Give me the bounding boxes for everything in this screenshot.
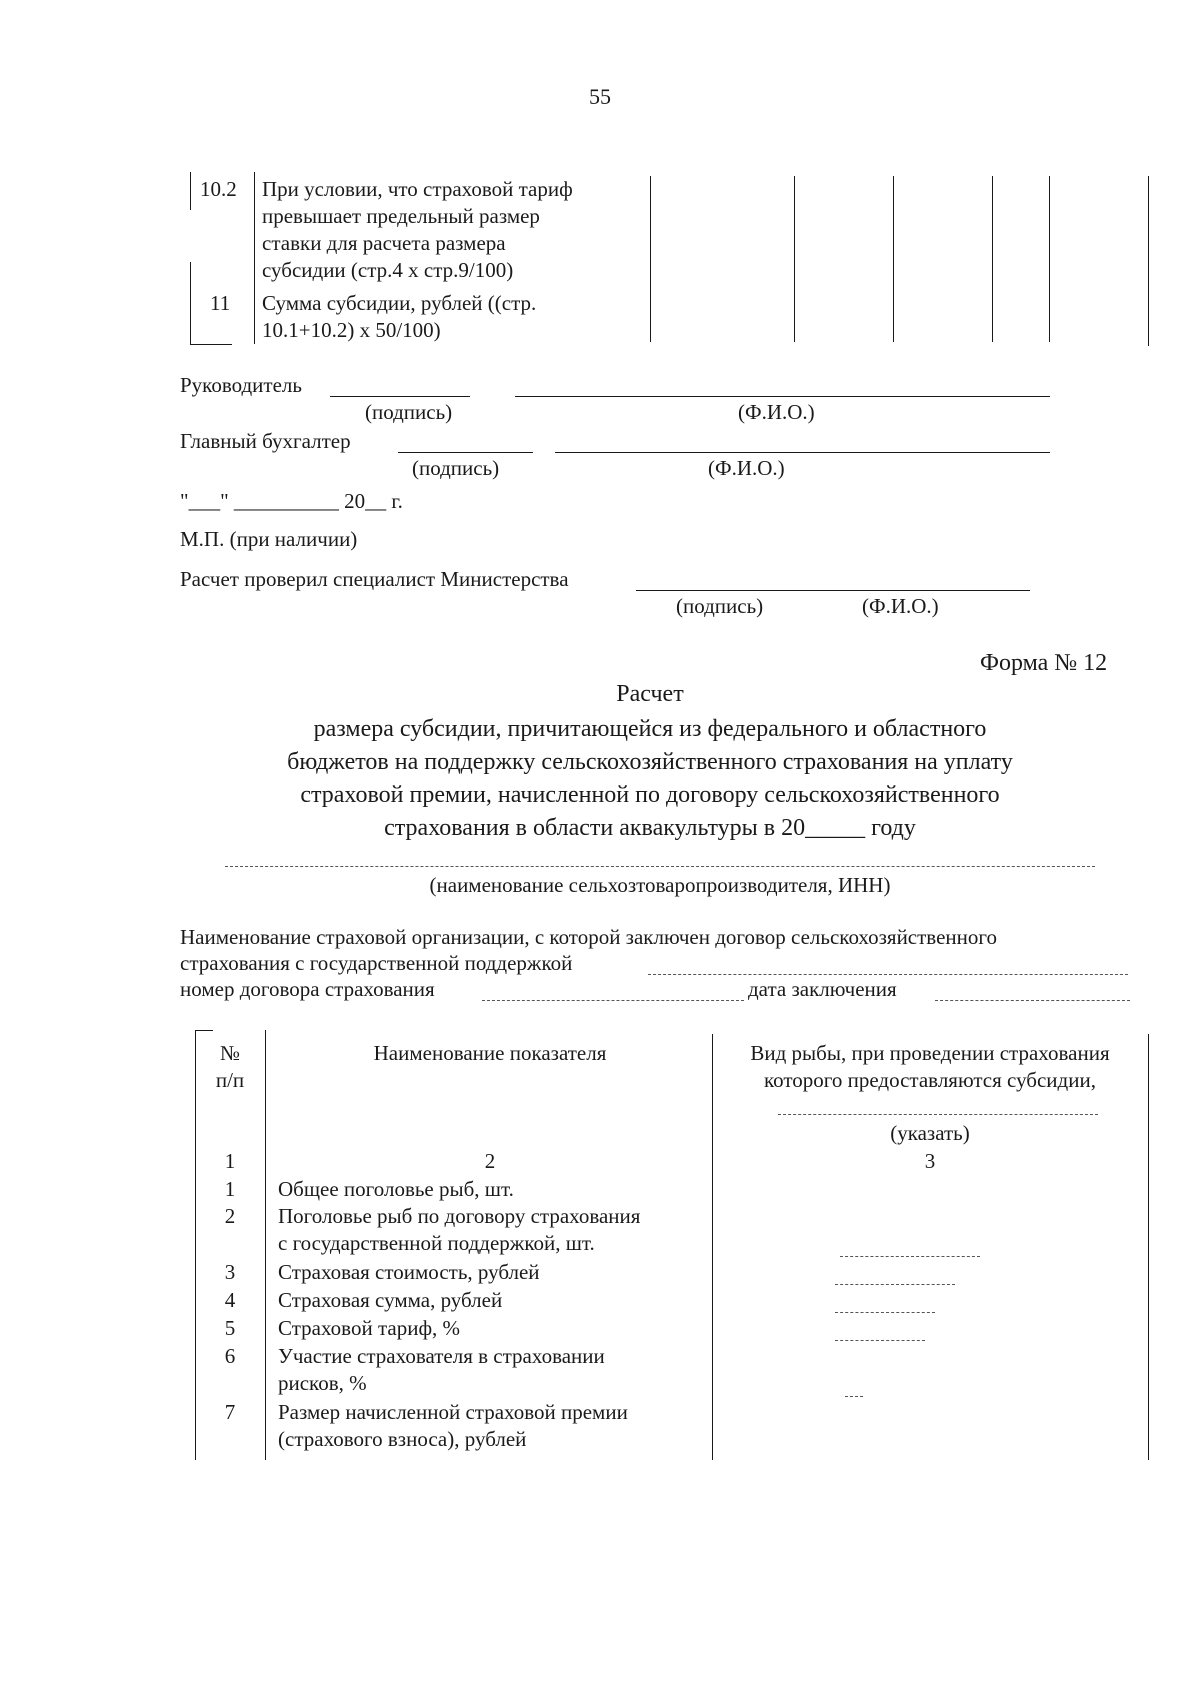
table-border xyxy=(1148,1034,1149,1460)
scan-mark xyxy=(835,1284,955,1285)
table-row-text: Страховая сумма, рублей xyxy=(278,1288,503,1312)
contract-number-fill-line xyxy=(482,1000,744,1001)
signature-line xyxy=(398,452,533,453)
header-col3-caption: (указать) xyxy=(890,1121,970,1145)
table-border xyxy=(265,1030,266,1460)
table-border xyxy=(650,176,651,342)
insurer-fill-line xyxy=(648,974,1128,975)
insurer-line: страхования с государственной поддержкой xyxy=(180,951,573,975)
head-label: Руководитель xyxy=(180,373,302,397)
fio-line xyxy=(786,590,1030,591)
table-row-num: 5 xyxy=(224,1316,236,1340)
table-row-text: Размер начисленной страховой премии xyxy=(278,1400,628,1424)
fio-line xyxy=(555,452,1050,453)
insurer-line: Наименование страховой организации, с которой заключен договор сельскохозяйственного xyxy=(180,925,997,949)
table-border xyxy=(254,172,255,344)
table-row-text: Поголовье рыб по договору страхования xyxy=(278,1204,641,1228)
table-row-text: Сумма субсидии, рублей ((стр. xyxy=(262,291,537,315)
accountant-fio-caption: (Ф.И.О.) xyxy=(708,456,785,480)
signature-line xyxy=(330,396,470,397)
header-col3: Вид рыбы, при проведении страхования xyxy=(750,1041,1110,1065)
page-number: 55 xyxy=(589,84,611,109)
form-subtitle-line: бюджетов на поддержку сельскохозяйственного страхования на уплату xyxy=(287,749,1013,775)
header-col2: Наименование показателя xyxy=(373,1041,607,1065)
table-border xyxy=(992,176,993,342)
table-row-text: При условии, что страховой тариф xyxy=(262,177,573,201)
scan-mark xyxy=(845,1396,863,1397)
table-row-num: 3 xyxy=(224,1260,236,1284)
form-title: Расчет xyxy=(616,681,684,707)
header-col3: которого предоставляются субсидии, xyxy=(764,1068,1096,1092)
index-cell: 2 xyxy=(484,1149,496,1173)
checked-label: Расчет проверил специалист Министерства xyxy=(180,567,569,591)
accountant-label: Главный бухгалтер xyxy=(180,429,351,453)
table-row-text: с государственной поддержкой, шт. xyxy=(278,1231,595,1255)
table-row-text: рисков, % xyxy=(278,1371,367,1395)
scan-mark xyxy=(835,1340,925,1341)
table-row-text: Страховой тариф, % xyxy=(278,1316,461,1340)
table-row-text: ставки для расчета размера xyxy=(262,231,506,255)
accountant-sign-caption: (подпись) xyxy=(412,456,500,480)
table-border xyxy=(190,344,232,345)
table-border xyxy=(893,176,894,342)
table-row-text: 10.1+10.2) x 50/100) xyxy=(262,318,441,342)
form-subtitle-line: страхования в области аквакультуры в 20_____ году xyxy=(384,815,916,841)
contract-date-label: дата заключения xyxy=(748,977,897,1001)
producer-caption: (наименование сельхозтоваропроизводителя, ИНН) xyxy=(429,873,891,897)
table-row-num: 11 xyxy=(210,291,231,315)
table-row-num: 2 xyxy=(224,1204,236,1228)
scan-mark xyxy=(835,1312,935,1313)
table-row-num: 6 xyxy=(224,1344,236,1368)
table-border xyxy=(195,1030,196,1460)
contract-number-label: номер договора страхования xyxy=(180,977,435,1001)
table-row-text: Страховая стоимость, рублей xyxy=(278,1260,540,1284)
checked-sign-caption: (подпись) xyxy=(676,594,764,618)
index-cell: 3 xyxy=(924,1149,936,1173)
table-border xyxy=(195,1030,213,1031)
checked-fio-caption: (Ф.И.О.) xyxy=(862,594,939,618)
table-border xyxy=(190,262,191,344)
scan-mark xyxy=(840,1256,980,1257)
table-row-num: 4 xyxy=(224,1288,236,1312)
signature-line xyxy=(636,590,786,591)
index-cell: 1 xyxy=(224,1149,236,1173)
table-row-text: Общее поголовье рыб, шт. xyxy=(278,1177,514,1201)
fio-line xyxy=(515,396,1050,397)
table-row-text: (страхового взноса), рублей xyxy=(278,1427,527,1451)
table-row-text: Участие страхователя в страховании xyxy=(278,1344,605,1368)
fish-type-fill-line xyxy=(778,1114,1098,1115)
table-row-num: 10.2 xyxy=(200,177,237,201)
form-subtitle-line: страховой премии, начисленной по договору сельскохозяйственного xyxy=(300,782,1000,808)
head-fio-caption: (Ф.И.О.) xyxy=(738,400,815,424)
date-line: "___" __________ 20__ г. xyxy=(180,489,403,513)
table-row-num: 7 xyxy=(224,1400,236,1424)
form-subtitle-line: размера субсидии, причитающейся из федерального и областного xyxy=(313,716,987,742)
producer-line xyxy=(225,866,1095,867)
table-border xyxy=(1049,176,1050,342)
table-row-num: 1 xyxy=(224,1177,236,1201)
head-sign-caption: (подпись) xyxy=(365,400,453,424)
table-border xyxy=(712,1034,713,1460)
stamp-note: М.П. (при наличии) xyxy=(180,527,358,551)
form-number: Форма № 12 xyxy=(980,650,1108,676)
contract-date-fill-line xyxy=(935,1000,1130,1001)
table-row-text: субсидии (стр.4 x стр.9/100) xyxy=(262,258,514,282)
table-border xyxy=(794,176,795,342)
header-col1: № xyxy=(219,1041,241,1065)
table-border xyxy=(1148,176,1149,346)
header-col1: п/п xyxy=(215,1068,245,1092)
table-border xyxy=(190,172,191,210)
table-row-text: превышает предельный размер xyxy=(262,204,540,228)
